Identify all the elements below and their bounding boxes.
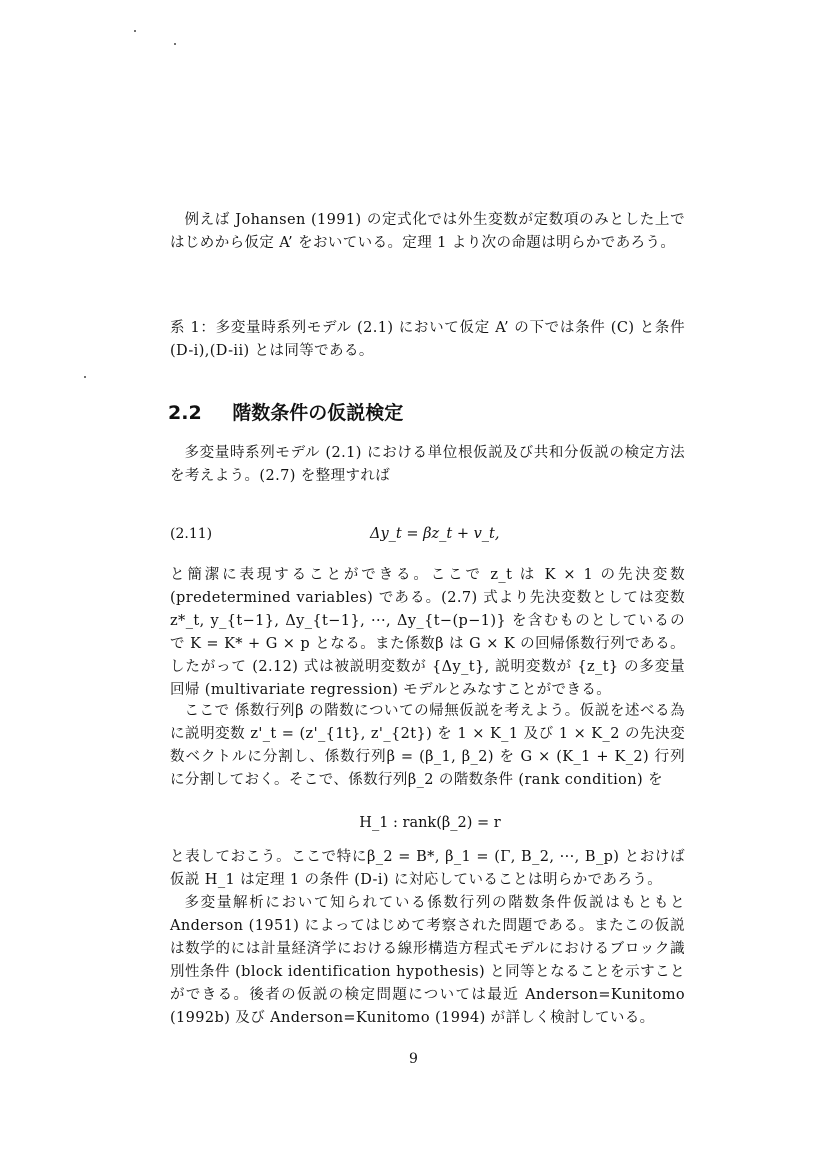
paragraph-intro: 多変量時系列モデル (2.1) における単位根仮説及び共和分仮説の検定方法を考えよう。(2.7) を整理すれば <box>170 445 685 484</box>
corollary-1: 系 1：多変量時系列モデル (2.1) において仮定 A’ の下では条件 (C) と条件 (D-i),(D-ii) とは同等である。 <box>170 320 685 359</box>
speck-2 <box>174 43 176 45</box>
paragraph-anderson: 多変量解析において知られている係数行列の階数条件仮説はもともと Anderson (1951) によってはじめて考察された問題である。またこの仮説は数学的には計量経済学における線形構造方程式モデルにおけるブロック識別性条件 (block identification hypothesis) と同等となることを示すことができる。後者の仮説の検定問題については最近 Anderson=Kunitomo (1992b) 及び Anderson=Kunitomo (1994) が詳しく検討している。 <box>170 895 685 1026</box>
paragraph-predetermined: と簡潔に表現することができる。ここで z_t は K × 1 の先決変数 (predetermined variables) である。(2.7) 式より先決変数としては変数 z*_t, y_{t−1}, Δy_{t−1}, ···, Δy_{t−(p−1)} を含むものとしているので K = K* + G × p となる。また係数β は G × K の回帰係数行列である。したがって (2.12) 式は被説明変数が {Δy_t}, 説明変数が {z_t} の多変量回帰 (multivariate regression) モデルとみなすことができる。 <box>170 567 685 698</box>
page-number: 9 <box>409 1051 418 1067</box>
speck-3 <box>84 376 86 378</box>
paragraph-hypothesis: ここで 係数行列β の階数についての帰無仮説を考えよう。仮説を述べる為に説明変数 z'_t = (z'_{1t}, z'_{2t}) を 1 × K_1 及び 1 × K_2 の先決変数ベクトルに分割し、係数行列β = (β_1, β_2) を G × (K_1 + K_2) 行列に分割しておく。そこで、係数行列β_2 の階数条件 (rank condition) を <box>170 703 685 788</box>
equation-2-11: Δy_t = βz_t + v_t, <box>370 526 500 542</box>
equation-label: (2.11) <box>170 526 213 542</box>
equation-h1: H_1 : rank(β_2) = r <box>359 815 501 831</box>
section-title: 階数条件の仮説検定 <box>232 402 404 424</box>
paragraph-h1: と表しておこう。ここで特にβ_2 = B*, β_1 = (Γ, B_2, ···, B_p) とおけば仮説 H_1 は定理 1 の条件 (D-i) に対応していることは明らかであろう。 <box>170 849 685 888</box>
paragraph-johansen: 例えば Johansen (1991) の定式化では外生変数が定数項のみとした上ではじめから仮定 A’ をおいている。定理 1 より次の命題は明らかであろう。 <box>170 212 685 251</box>
speck-1 <box>134 30 136 32</box>
section-number: 2.2 <box>168 402 202 424</box>
section-heading <box>168 398 403 425</box>
